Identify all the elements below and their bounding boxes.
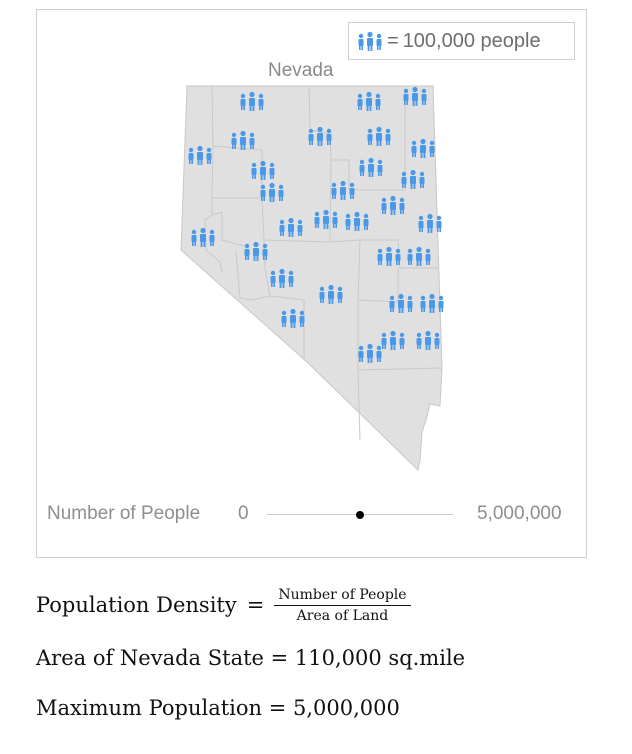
slider-max-label: 5,000,000: [477, 503, 562, 524]
max-population-formula: Maximum Population = 5,000,000: [36, 696, 400, 720]
slider-label: Number of People: [47, 503, 201, 524]
slider-min-label: 0: [238, 503, 249, 524]
density-denominator: Area of Land: [296, 607, 389, 624]
slider-thumb[interactable]: [356, 511, 364, 519]
legend-text: 100,000 people: [402, 29, 541, 52]
legend-equals: =: [387, 29, 399, 52]
density-fraction: [274, 587, 410, 624]
density-numerator: Number of People: [274, 587, 410, 606]
density-equals: =: [246, 593, 265, 617]
area-formula: Area of Nevada State = 110,000 sq.mile: [36, 646, 466, 670]
population-slider[interactable]: [47, 503, 587, 529]
state-name: Nevada: [268, 60, 334, 81]
density-lhs: Population Density: [36, 593, 237, 617]
density-formula: [36, 582, 411, 628]
